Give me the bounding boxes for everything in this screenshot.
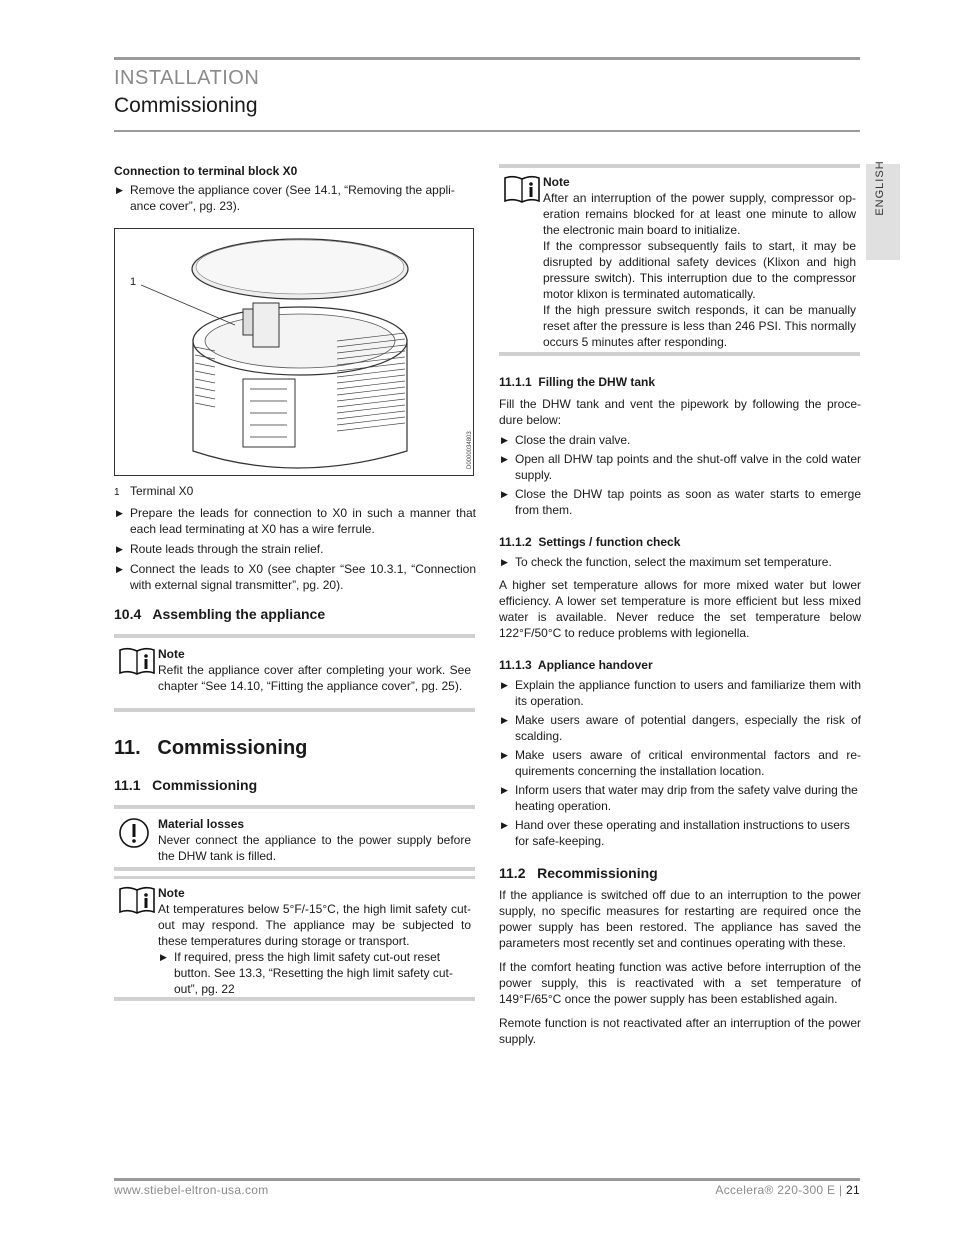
exclamation-icon <box>118 817 150 849</box>
section-11-1-1-heading: 11.1.1 Filling the DHW tank <box>499 375 656 389</box>
bullet-text: Connect the leads to X0 (see chapter “See 10.3.1, “Connection with external signal transmitter”, pg. 20). <box>130 562 476 592</box>
list-item <box>114 505 476 537</box>
warning-box <box>114 805 475 871</box>
note-box-temperature <box>114 876 475 1001</box>
appliance-illustration <box>115 229 473 475</box>
recomm-paragraph: If the comfort heating function was active before interruption of the power supply, this is reactivated with a set temperature of 149°F/65°C once the power supply has been established again. <box>499 960 861 1006</box>
manual-info-icon <box>118 885 156 915</box>
section-label: INSTALLATION <box>114 67 260 89</box>
bullet-text: Explain the appliance function to users and familiarize them with its operation. <box>515 678 861 708</box>
list-item <box>499 554 861 570</box>
left-column-lower <box>114 483 476 593</box>
recomm-paragraph: If the appliance is switched off due to an interruption to the power supply, no specific measures for restarting are required once the power supply has been restored. The appliance has saved the parameters most recently set and continues operating with these. <box>499 888 861 950</box>
note-title: Note <box>543 175 570 189</box>
warning-content <box>158 816 471 864</box>
bullet-text: Make users aware of potential dangers, especially the risk of scalding. <box>515 713 861 743</box>
warning-text: Never connect the appliance to the power supply before the DHW tank is filled. <box>158 833 471 863</box>
left-column <box>114 163 476 214</box>
bullet-text: Hand over these operating and installation instructions to users for safe-keeping. <box>515 818 850 848</box>
section-10-4-heading: 10.4 Assembling the appliance <box>114 606 326 622</box>
figure-legend <box>114 483 476 501</box>
note-text: At temperatures below 5°F/-15°C, the high limit safety cut-out may respond. The appliance may be subjected to these temperatures during storage or transport. <box>158 902 471 948</box>
section-11-1-3-heading: 11.1.3 Appliance handover <box>499 658 653 672</box>
bullet-text: If required, press the high limit safety cut-out reset button. See 13.3, “Resetting the high limit safety cut-out”, pg. 22 <box>174 950 453 996</box>
appliance-figure <box>114 228 474 476</box>
note-title: Note <box>158 647 185 661</box>
list-item <box>499 712 861 744</box>
footer-rule <box>114 1178 860 1181</box>
list-item <box>499 782 861 814</box>
recomm-paragraph: Remote function is not reactivated after an interruption of the power supply. <box>499 1016 861 1046</box>
legend-number: 1 <box>114 487 120 498</box>
bullet-text: Inform users that water may drip from the safety valve during the heating operation. <box>515 783 858 813</box>
bullet-text: Remove the appliance cover (See 14.1, “Removing the appli- ance cover”, pg. 23). <box>130 183 455 213</box>
right-column <box>499 374 861 1047</box>
fill-intro: Fill the DHW tank and vent the pipework by following the proce- dure below: <box>499 397 861 427</box>
list-item <box>499 677 861 709</box>
list-item <box>114 561 476 593</box>
manual-info-icon <box>503 174 541 204</box>
product-name: Accelera® 220-300 E <box>715 1183 836 1197</box>
figure-callout: 1 <box>130 276 137 288</box>
x0-heading: Connection to terminal block X0 <box>114 164 298 178</box>
note-text: Refit the appliance cover after completing your work. See chapter “See 14.10, “Fitting the appliance cover”, pg. 25). <box>158 663 471 693</box>
footer-product <box>715 1183 860 1197</box>
note-paragraph: After an interruption of the power supply, compressor op- eration remains blocked for at least one minute to allow the electronic main board to initialize. <box>543 191 856 237</box>
list-item <box>114 541 476 557</box>
bullet-text: Route leads through the strain relief. <box>130 542 324 556</box>
page-title: Commissioning <box>114 94 258 117</box>
bullet-text: Make users aware of critical environmental factors and re- quirements concerning the installation location. <box>515 748 861 778</box>
bullet-text: Open all DHW tap points and the shut-off valve in the cold water supply. <box>515 452 861 482</box>
section-11-2-heading: 11.2 Recommissioning <box>499 865 658 881</box>
note-content <box>158 646 471 694</box>
note-box-cover <box>114 634 475 712</box>
note-title: Note <box>158 886 185 900</box>
language-label: ENGLISH <box>874 160 886 216</box>
section-11-1-2-heading: 11.1.2 Settings / function check <box>499 535 681 549</box>
manual-info-icon <box>118 646 156 676</box>
note-paragraph: If the compressor subsequently fails to start, it may be disrupted by additional safety devices (Klixon and high pressure switch). This interruption due to the compressor motor klixon is terminated automatically. <box>543 239 856 301</box>
header-top-rule <box>114 57 860 60</box>
footer-separator: | <box>838 1183 843 1197</box>
chapter-11-heading: 11. Commissioning <box>114 737 308 759</box>
list-item <box>499 747 861 779</box>
note-box-power <box>499 164 860 356</box>
list-item <box>499 817 861 849</box>
warning-title: Material losses <box>158 817 245 831</box>
list-item <box>499 432 861 448</box>
note-paragraph: If the high pressure switch responds, it can be manually reset after the pressure is less than 246 PSI. This normally occurs 5 minutes after responding. <box>543 303 856 349</box>
figure-doc-id: D0000034803 <box>467 431 473 469</box>
note-content <box>158 885 471 997</box>
list-item <box>499 486 861 518</box>
bullet-text: Close the DHW tap points as soon as water starts to emerge from them. <box>515 487 861 517</box>
bullet-text: Prepare the leads for connection to X0 in such a manner that each lead terminating at X0 has a wire ferrule. <box>130 506 476 536</box>
bullet-text: Close the drain valve. <box>515 433 631 447</box>
settings-text: A higher set temperature allows for more mixed water but lower efficiency. A lower set temperature is more efficient but less mixed water is available. Never reduce the set temperature below 122°F/50°C to reduce problems with legionella. <box>499 578 861 640</box>
legend-text: Terminal X0 <box>130 484 194 498</box>
note-content <box>543 174 856 350</box>
list-item <box>114 182 476 214</box>
bullet-text: To check the function, select the maximum set temperature. <box>515 555 832 569</box>
header-bottom-rule <box>114 130 860 132</box>
footer-url[interactable]: www.stiebel-eltron-usa.com <box>114 1183 269 1197</box>
list-item <box>158 949 471 997</box>
section-11-1-heading: 11.1 Commissioning <box>114 777 258 793</box>
list-item <box>499 451 861 483</box>
page-number: 21 <box>846 1183 860 1197</box>
language-tab[interactable] <box>866 160 900 260</box>
